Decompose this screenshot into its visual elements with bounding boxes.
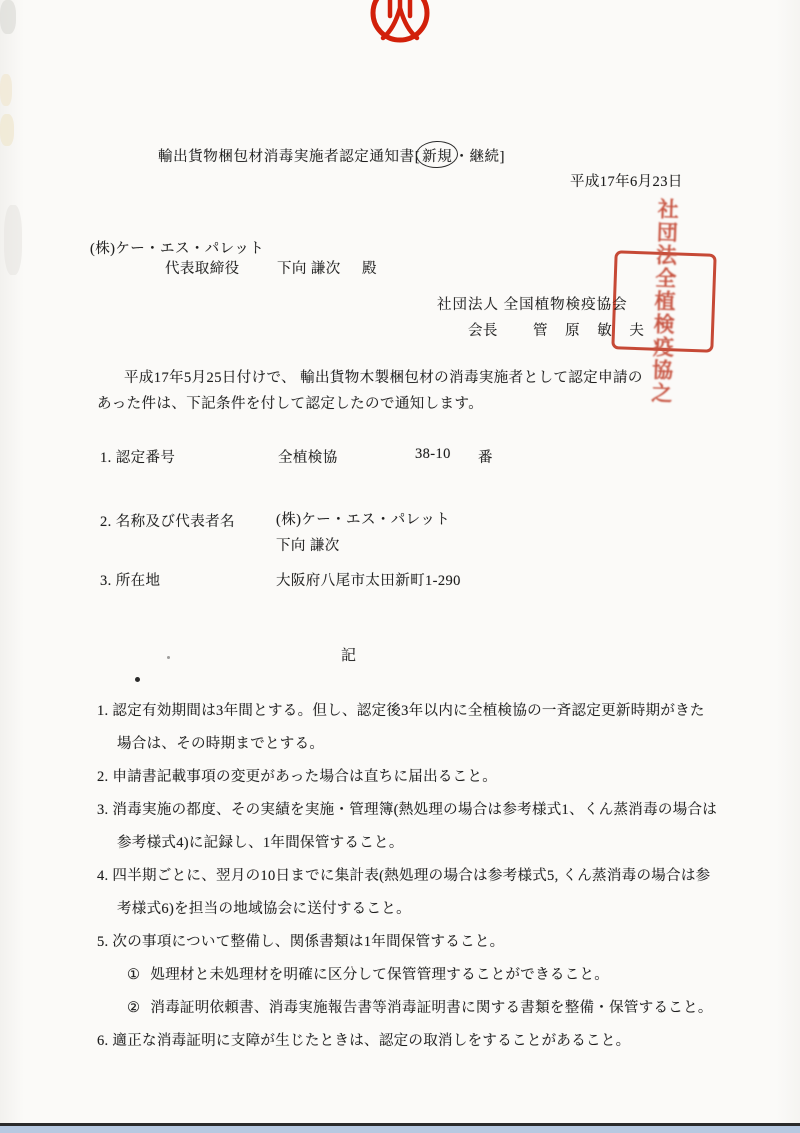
official-square-seal-icon xyxy=(611,197,716,406)
field-value-representative: 下向 謙次 xyxy=(276,538,340,554)
condition-item-6: 6. 適正な消毒証明に支障が生じたときは、認定の取消しをすることがあること。 xyxy=(97,1033,631,1049)
scan-smudge xyxy=(0,74,12,106)
field-value-cert-org: 全植検協 xyxy=(278,450,338,466)
recipient-name: 下向 謙次 xyxy=(277,261,341,277)
scan-speck xyxy=(167,656,170,659)
title-main: 輸出貨物梱包材消毒実施者認定通知書 xyxy=(158,149,415,165)
round-red-stamp-icon xyxy=(368,0,432,50)
bracket-close: ] xyxy=(499,149,506,165)
condition-item-3: 3. 消毒実施の都度、その実績を実施・管理簿(熱処理の場合は参考様式1、くん蒸消毒の場合は参考様式4)に記録し、1年間保管すること。 xyxy=(97,802,718,851)
issuer-organization: 社団法人 全国植物検疫協会 xyxy=(437,297,628,313)
recipient-company: (株)ケー・エス・パレット xyxy=(90,241,265,257)
body-paragraph-line1: 平成17年5月25日付けで、 輸出貨物木製梱包材の消毒実施者として認定申請の xyxy=(124,370,643,386)
scan-speck xyxy=(135,677,140,682)
option-separator: ・ xyxy=(454,149,470,165)
recipient-title: 代表取締役 xyxy=(165,261,240,277)
issuer-name: 管 原 敏 夫 xyxy=(533,323,651,339)
conditions-list xyxy=(97,695,719,1058)
document-title xyxy=(158,145,505,166)
field-label-cert-number: 1. 認定番号 xyxy=(100,450,176,466)
condition-item-1: 1. 認定有効期間は3年間とする。但し、認定後3年以内に全植検協の一斉認定更新時期がきた場合は、その時期までとする。 xyxy=(97,703,705,752)
field-value-company: (株)ケー・エス・パレット xyxy=(276,512,451,528)
field-value-cert-number: 38-10 xyxy=(415,446,451,462)
scan-smudge xyxy=(4,205,22,275)
condition-subitem-1: ① 処理材と未処理材を明確に区分して保管管理することができること。 xyxy=(127,967,610,983)
field-label-address: 3. 所在地 xyxy=(100,573,161,589)
condition-item-4: 4. 四半期ごとに、翌月の10日までに集計表(熱処理の場合は参考様式5, くん蒸消毒の場合は参考様式6)を担当の地域協会に送付すること。 xyxy=(97,868,711,917)
bracket-open: [ xyxy=(414,149,421,165)
scan-smudge xyxy=(0,114,14,146)
circled-option-new: 新規 xyxy=(420,145,454,166)
issue-date: 平成17年6月23日 xyxy=(570,174,683,190)
field-label-name-representative: 2. 名称及び代表者名 xyxy=(100,514,235,530)
issuer-role: 会長 xyxy=(468,323,498,339)
condition-item-5: 5. 次の事項について整備し、関係書類は1年間保管すること。 xyxy=(97,934,505,950)
seal-glyphs: 社団法全植検疫協之 xyxy=(648,197,680,406)
condition-item-2: 2. 申請書記載事項の変更があった場合は直ちに届出ること。 xyxy=(97,769,498,785)
field-value-cert-suffix: 番 xyxy=(478,450,493,466)
notice-header: 記 xyxy=(341,648,357,664)
field-value-address: 大阪府八尾市太田新町1-290 xyxy=(276,573,461,589)
condition-subitem-2: ② 消毒証明依頼書、消毒実施報告書等消毒証明書に関する書類を整備・保管すること。 xyxy=(127,1000,713,1016)
option-continue: 継続 xyxy=(469,149,500,165)
scan-smudge xyxy=(0,0,16,34)
recipient-honorific: 殿 xyxy=(362,261,377,277)
scanner-bed-strip xyxy=(0,1126,800,1133)
body-paragraph-line2: あった件は、下記条件を付して認定したので通知します。 xyxy=(97,396,484,412)
